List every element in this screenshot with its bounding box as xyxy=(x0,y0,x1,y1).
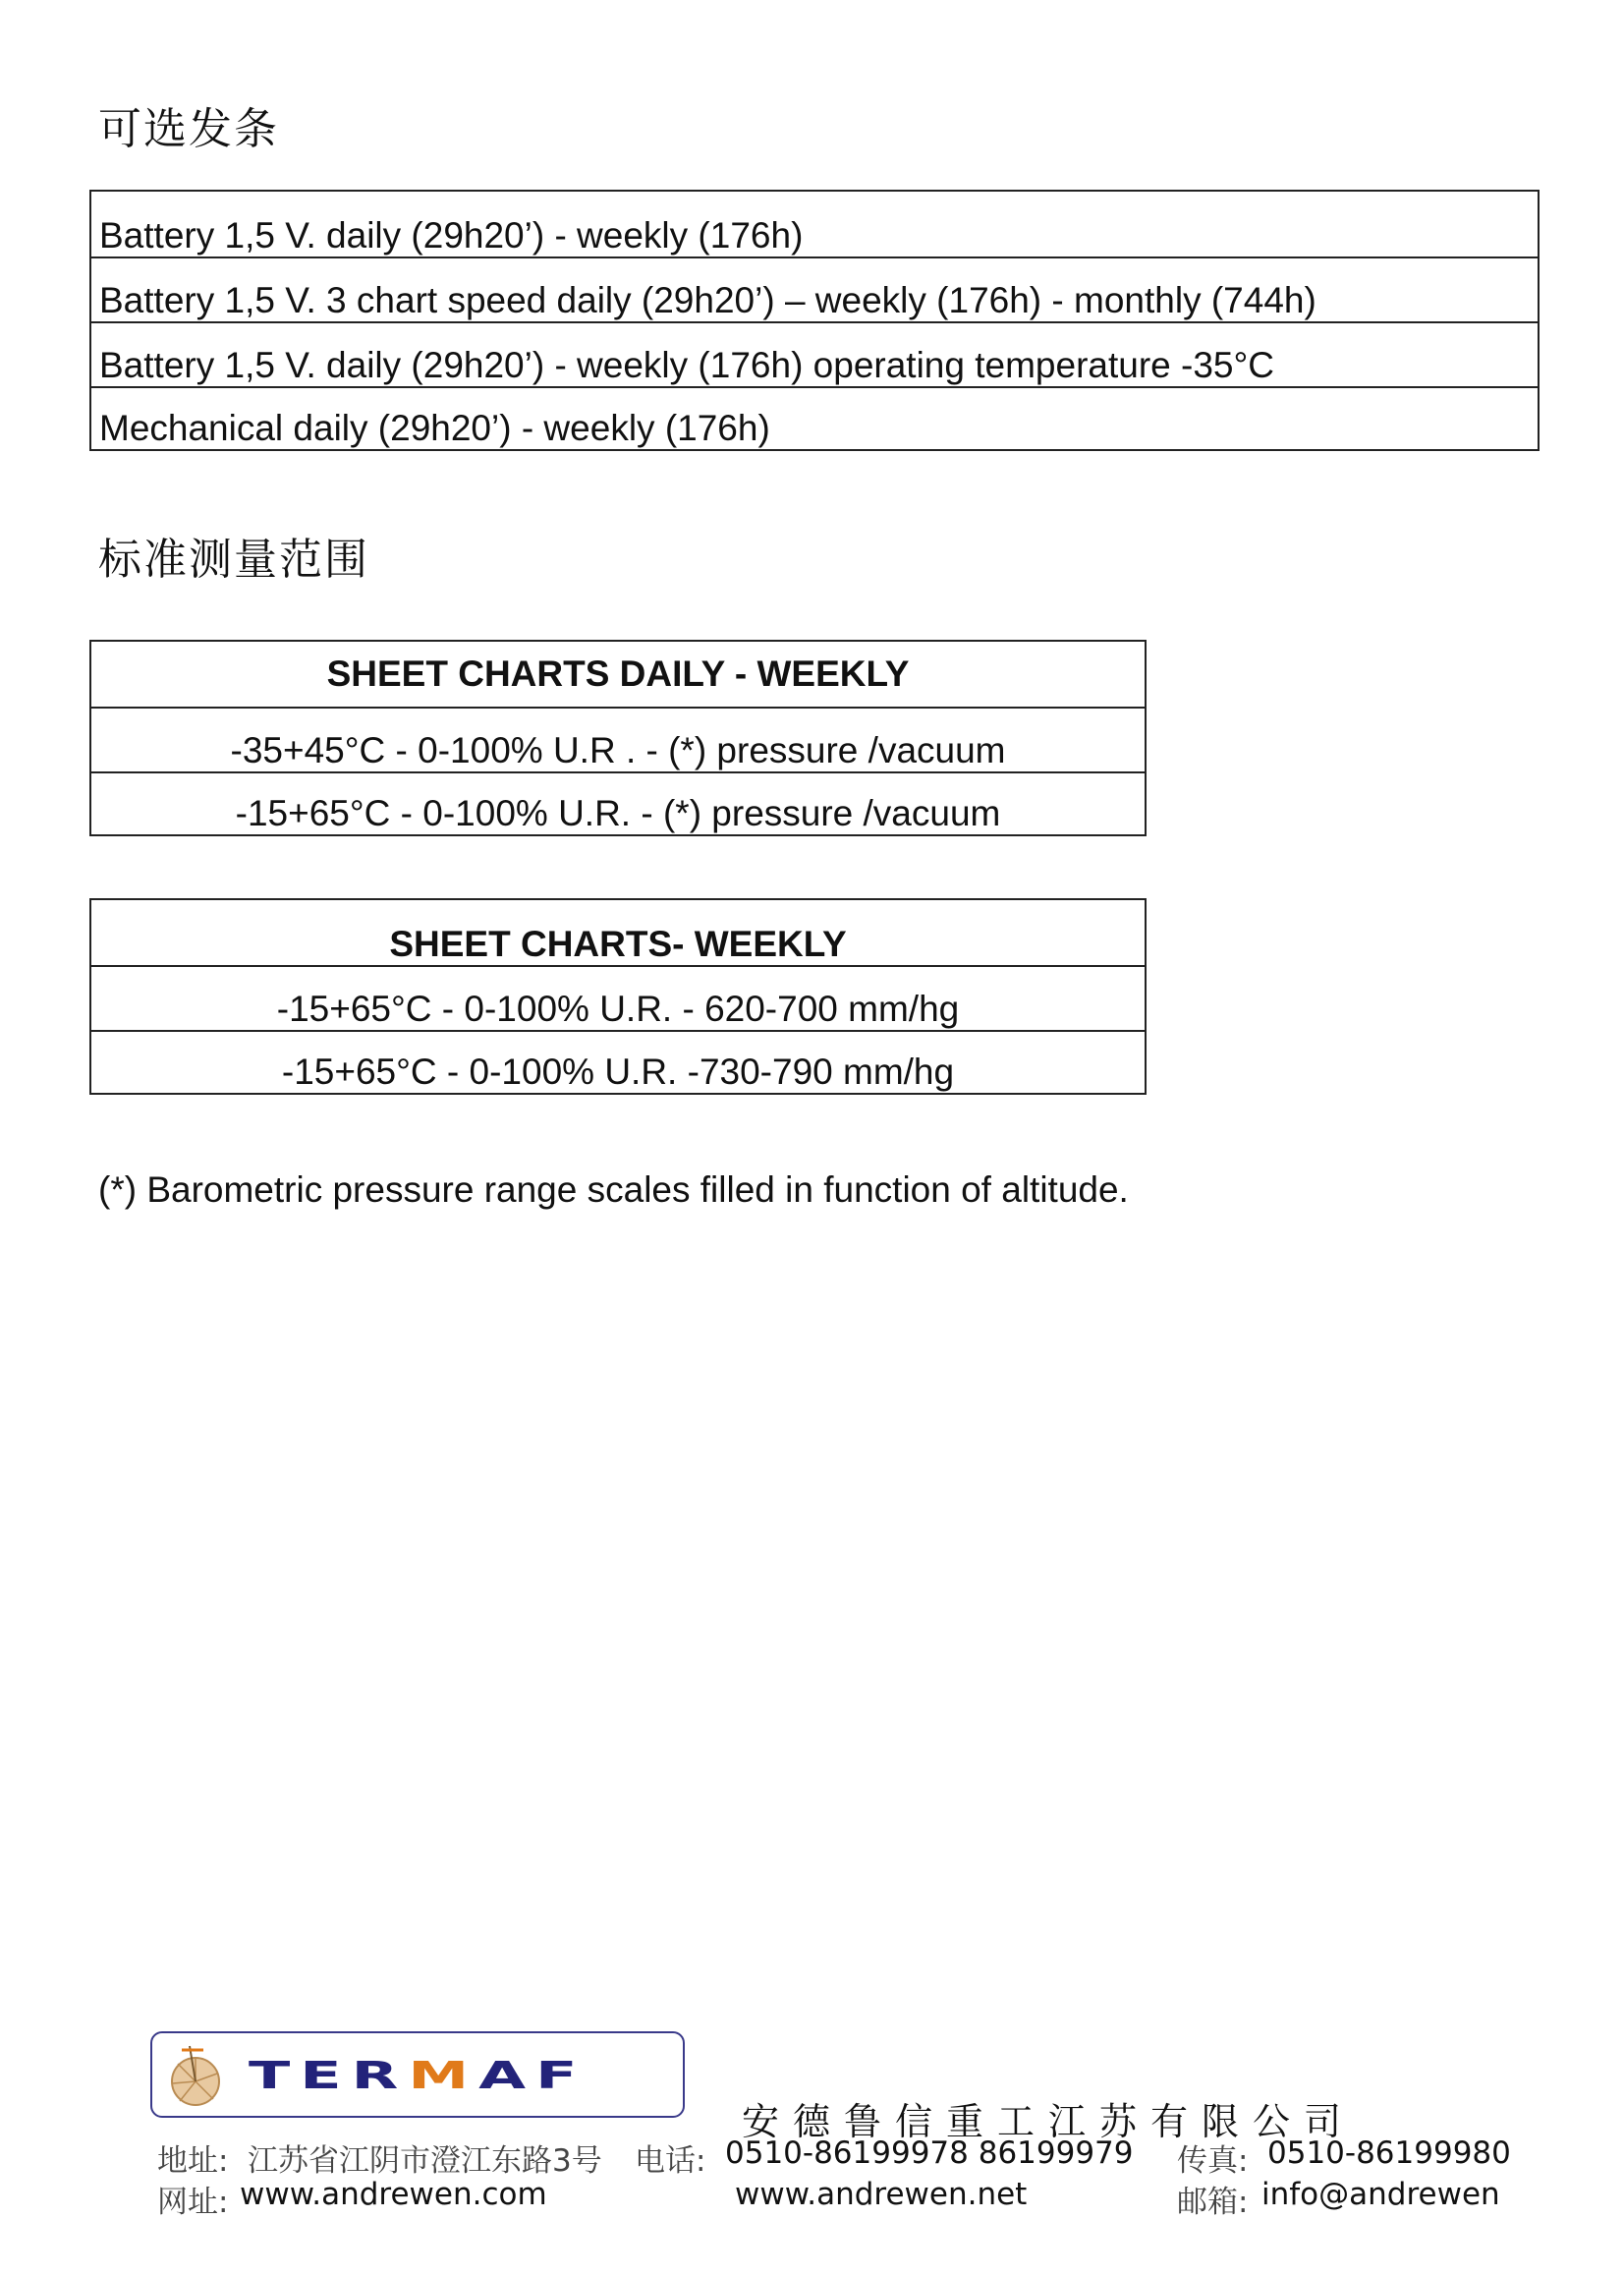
table-row: Battery 1,5 V. daily (29h20’) - weekly (176h) operating temperature -35°C xyxy=(91,321,1538,386)
logo-emblem-icon xyxy=(160,2040,229,2109)
company-logo xyxy=(150,2031,685,2118)
email-label: 邮箱: xyxy=(1177,2185,1249,2220)
weekly-ranges-table xyxy=(89,898,1147,1095)
fax-label: 传真: xyxy=(1177,2143,1249,2179)
address-value: 江苏省江阴市澄江东路3号 xyxy=(248,2143,602,2179)
footnote: (*) Barometric pressure range scales filled in function of altitude. xyxy=(98,1169,1129,1210)
website-link-net[interactable]: www.andrewen.net xyxy=(735,2177,1028,2212)
company-name: 安德鲁信重工江苏有限公司 xyxy=(742,2100,1356,2143)
logo-accent-letter: M xyxy=(408,2052,479,2097)
table-row: Battery 1,5 V. 3 chart speed daily (29h20’) – weekly (176h) - monthly (744h) xyxy=(91,256,1538,321)
table-row: Battery 1,5 V. daily (29h20’) - weekly (176h) xyxy=(99,215,804,256)
section-heading-optional-movements: 可选发条 xyxy=(98,104,279,154)
web-label: 网址: xyxy=(157,2185,229,2220)
phone-label: 电话: xyxy=(635,2143,706,2179)
table-header: SHEET CHARTS- WEEKLY xyxy=(389,924,847,964)
logo-wordmark: TERMAF xyxy=(249,2052,588,2097)
daily-weekly-ranges-table xyxy=(89,640,1147,836)
table-row: Mechanical daily (29h20’) - weekly (176h) xyxy=(91,386,1538,449)
table-row: -35+45°C - 0-100% U.R . - (*) pressure /vacuum xyxy=(91,707,1145,771)
address-label: 地址: xyxy=(157,2143,229,2179)
section-heading-standard-ranges: 标准测量范围 xyxy=(98,535,369,585)
email-link[interactable]: info@andrewen xyxy=(1261,2177,1500,2212)
phone-value: 0510-86199978 86199979 xyxy=(725,2135,1134,2171)
table-row: -15+65°C - 0-100% U.R. -730-790 mm/hg xyxy=(91,1030,1145,1093)
table-header: SHEET CHARTS DAILY - WEEKLY xyxy=(326,654,910,694)
fax-value: 0510-86199980 xyxy=(1267,2135,1511,2171)
website-link-com[interactable]: www.andrewen.com xyxy=(240,2177,547,2212)
table-row: -15+65°C - 0-100% U.R. - 620-700 mm/hg xyxy=(91,965,1145,1030)
movements-table xyxy=(89,190,1540,451)
table-row: -15+65°C - 0-100% U.R. - (*) pressure /vacuum xyxy=(91,771,1145,834)
